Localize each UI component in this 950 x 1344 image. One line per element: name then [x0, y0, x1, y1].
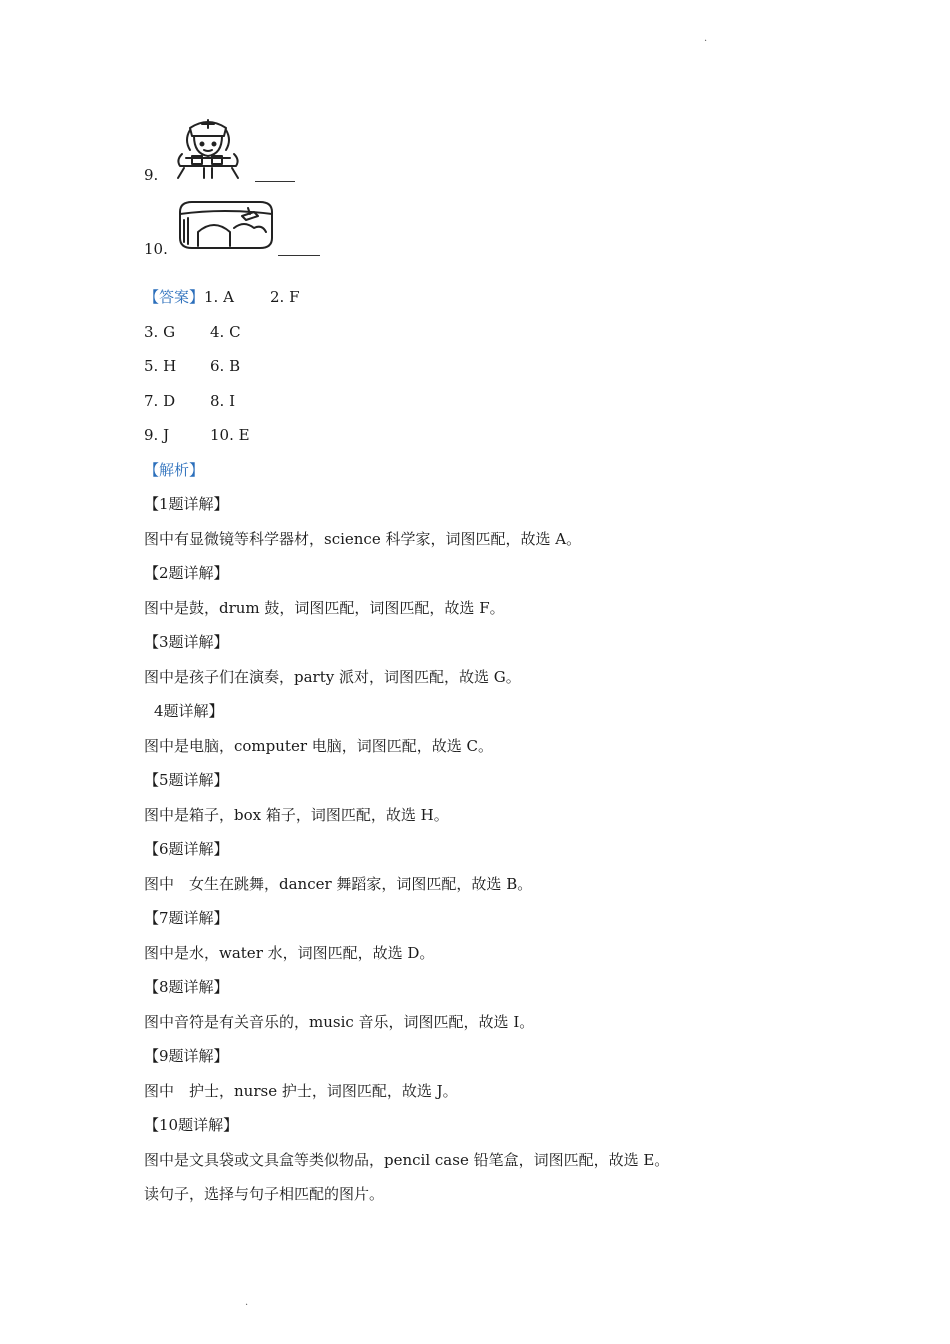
detail-heading: 【2题详解】 — [144, 564, 229, 582]
answer-cell: 5. H — [144, 357, 177, 375]
detail-text: 图中是鼓，drum 鼓，词图匹配，词图匹配，故选 F。 — [144, 599, 505, 617]
footer-instruction: 读句子，选择与句子相匹配的图片。 — [144, 1185, 385, 1203]
answer-cell: 9. J — [144, 426, 170, 444]
detail-text: 图中是箱子，box 箱子，词图匹配，故选 H。 — [144, 806, 449, 824]
question-9-number: 9. — [144, 166, 159, 184]
detail-heading: 【7题详解】 — [144, 909, 229, 927]
answer-cell: 1. A — [204, 288, 234, 306]
detail-heading: 【5题详解】 — [144, 771, 229, 789]
detail-heading: 【6题详解】 — [144, 840, 229, 858]
answer-cell: 7. D — [144, 392, 176, 410]
detail-heading: 【8题详解】 — [144, 978, 229, 996]
detail-text: 图中 护士，nurse 护士，词图匹配，故选 J。 — [144, 1082, 458, 1100]
footer-dot: · — [245, 1300, 249, 1311]
detail-text: 图中是水，water 水，词图匹配，故选 D。 — [144, 944, 435, 962]
answer-cell: 3. G — [144, 323, 176, 341]
detail-text: 图中是电脑，computer 电脑，词图匹配，故选 C。 — [144, 737, 494, 755]
answer-cell: 2. F — [270, 288, 300, 306]
answer-row — [144, 287, 300, 307]
detail-text: 图中有显微镜等科学器材，science 科学家，词图匹配，故选 A。 — [144, 530, 582, 548]
detail-text: 图中是文具袋或文具盒等类似物品，pencil case 铅笔盒，词图匹配，故选 E。 — [144, 1151, 670, 1169]
detail-text: 图中是孩子们在演奏，party 派对，词图匹配，故选 G。 — [144, 668, 521, 686]
answer-row — [144, 322, 241, 342]
detail-heading: 【9题详解】 — [144, 1047, 229, 1065]
detail-heading: 【3题详解】 — [144, 633, 229, 651]
detail-heading: 【10题详解】 — [144, 1116, 239, 1134]
analysis-label: 【解析】 — [144, 461, 205, 479]
detail-heading: 4题详解】 — [154, 702, 224, 720]
detail-text: 图中 女生在跳舞，dancer 舞蹈家，词图匹配，故选 B。 — [144, 875, 533, 893]
answer-row — [144, 425, 250, 445]
answer-cell: 4. C — [210, 323, 241, 341]
answer-row — [144, 356, 240, 376]
answer-blank-10 — [278, 255, 320, 256]
answer-blank-9 — [255, 181, 295, 182]
answer-cell: 8. I — [210, 392, 236, 410]
pencil-case-icon — [174, 198, 276, 252]
nurse-icon — [168, 114, 248, 182]
answer-label: 【答案】 — [144, 288, 205, 306]
header-dot: · — [704, 36, 708, 47]
detail-heading: 【1题详解】 — [144, 495, 229, 513]
answer-cell: 6. B — [210, 357, 241, 375]
detail-text: 图中音符是有关音乐的，music 音乐，词图匹配，故选 I。 — [144, 1013, 535, 1031]
answer-cell: 10. E — [210, 426, 250, 444]
question-10-number: 10. — [144, 240, 168, 258]
answer-row — [144, 391, 235, 411]
